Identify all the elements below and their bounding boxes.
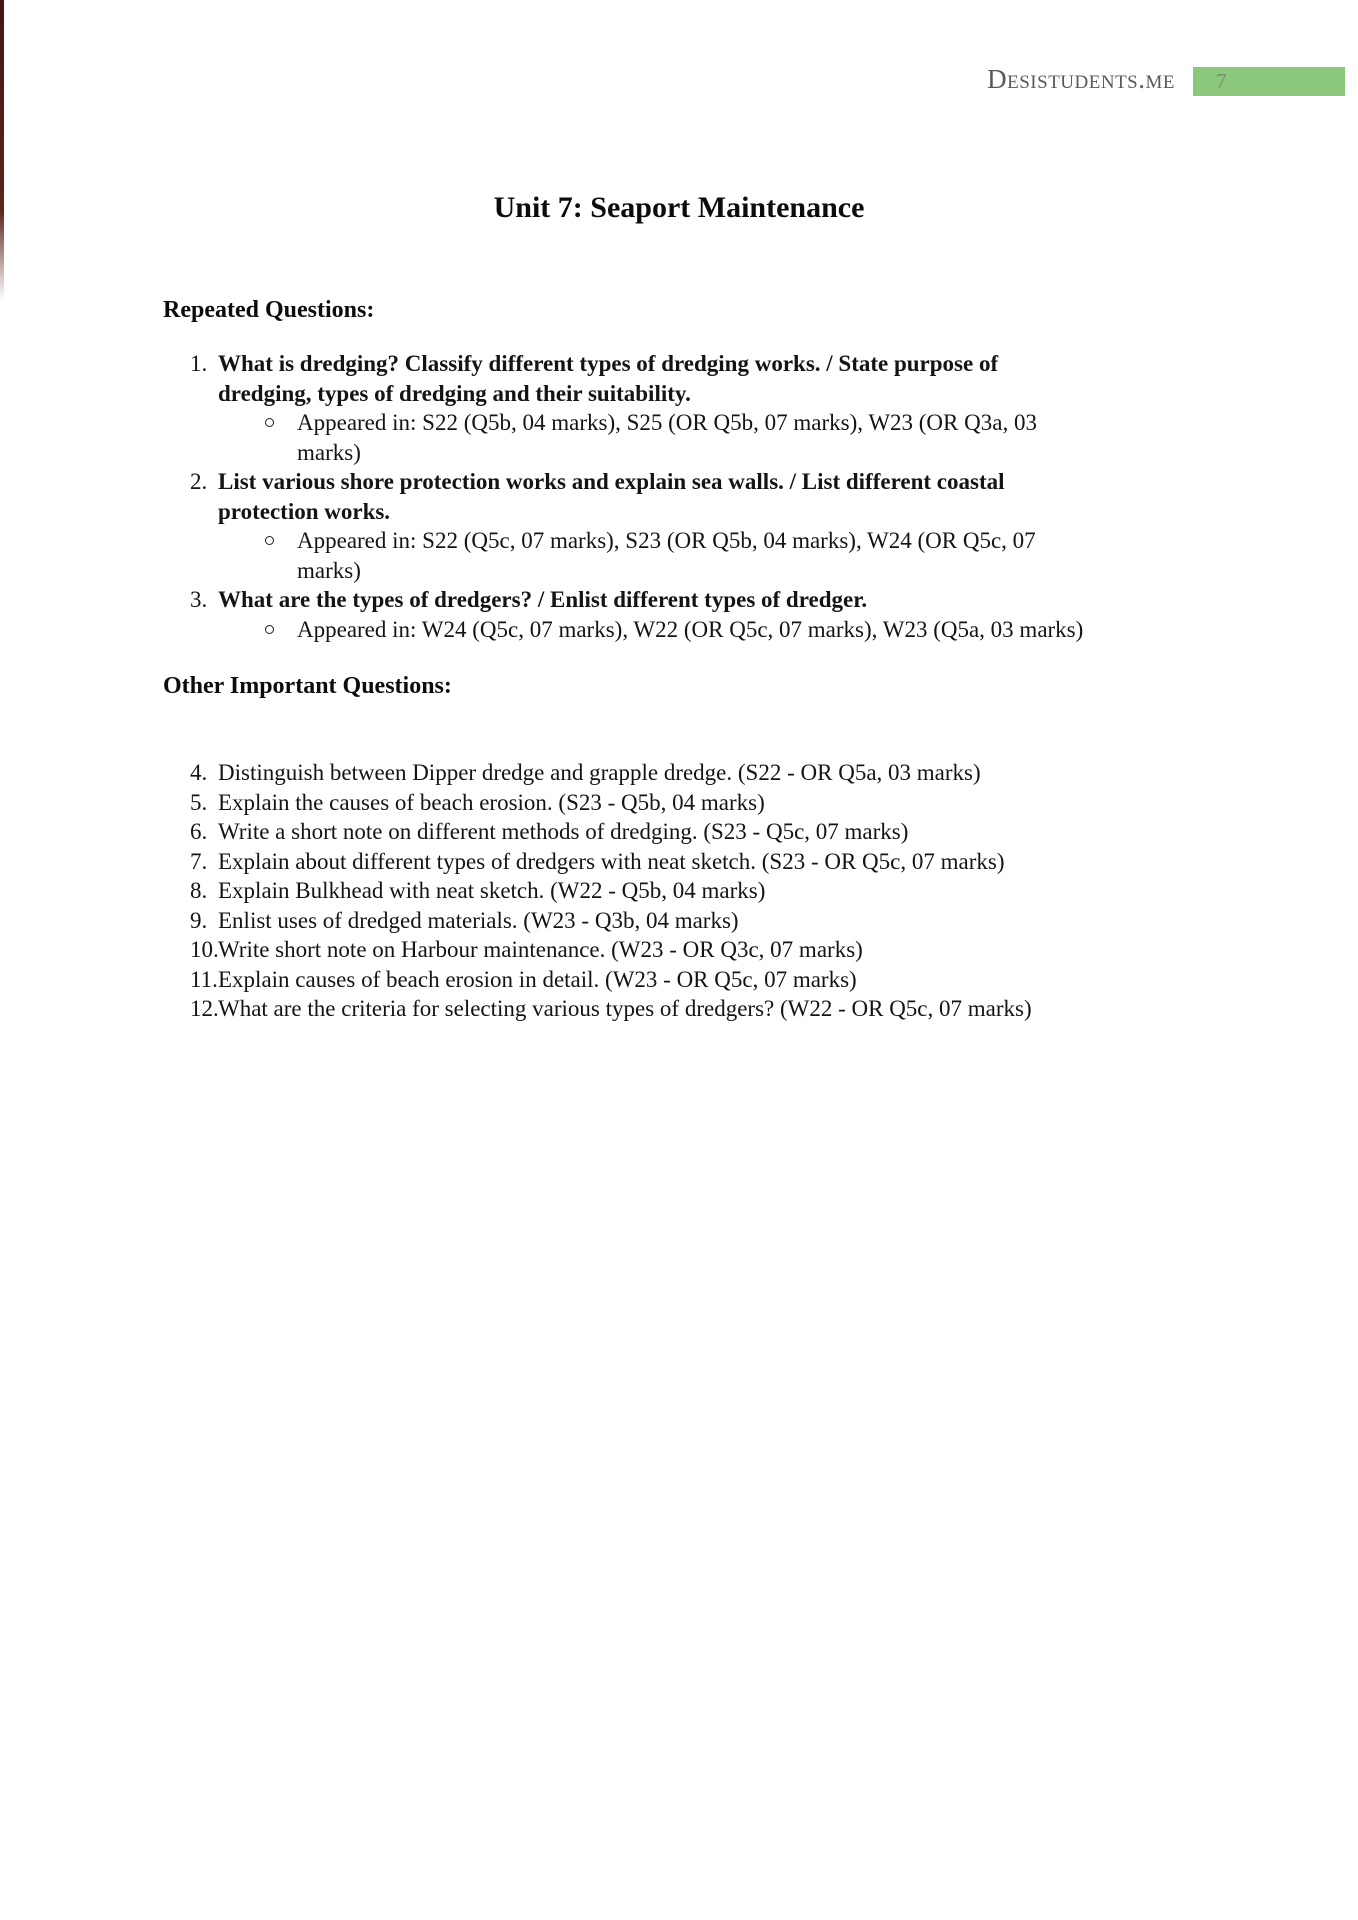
item-number: 6. bbox=[190, 819, 208, 844]
question-text-line: Explain about different types of dredgers with neat sketch. (S23 - OR Q5c, 07 marks) bbox=[218, 848, 1005, 874]
question-item bbox=[190, 467, 1358, 526]
question-item bbox=[190, 817, 1358, 847]
circle-bullet-icon bbox=[263, 615, 297, 645]
item-number: 12. bbox=[190, 996, 219, 1021]
page-title: Unit 7: Seaport Maintenance bbox=[493, 191, 865, 224]
item-number: 7. bbox=[190, 848, 208, 874]
appeared-line: Appeared in: S22 (Q5c, 07 marks), S23 (OR Q5b, 04 marks), W24 (OR Q5c, 07 bbox=[297, 528, 1036, 553]
appeared-in-note bbox=[263, 615, 1358, 645]
question-item bbox=[190, 965, 1358, 995]
repeated-questions-heading: Repeated Questions: bbox=[163, 297, 375, 323]
item-number: 3. bbox=[190, 587, 208, 612]
circle-bullet-icon bbox=[263, 408, 297, 467]
question-item bbox=[190, 788, 1358, 818]
question-text-line: Distinguish between Dipper dredge and grapple dredge. (S22 - OR Q5a, 03 marks) bbox=[218, 760, 981, 785]
other-questions-list bbox=[0, 758, 1358, 1024]
item-number: 1. bbox=[190, 351, 208, 376]
item-number: 9. bbox=[190, 907, 208, 933]
page-number-badge bbox=[1193, 67, 1345, 96]
appeared-in-note bbox=[263, 526, 1358, 585]
repeated-questions-list bbox=[0, 349, 1358, 644]
question-item bbox=[190, 876, 1358, 906]
question-text-line: Enlist uses of dredged materials. (W23 - Q3b, 04 marks) bbox=[218, 907, 739, 933]
appeared-line: marks) bbox=[297, 557, 361, 583]
appeared-line: Appeared in: W24 (Q5c, 07 marks), W22 (OR Q5c, 07 marks), W23 (Q5a, 03 marks) bbox=[297, 616, 1084, 642]
question-item bbox=[190, 935, 1358, 965]
question-text-line: dredging, types of dredging and their suitability. bbox=[218, 380, 691, 406]
question-text-line: What is dredging? Classify different types of dredging works. / State purpose of bbox=[218, 351, 999, 376]
item-number: 11. bbox=[190, 966, 218, 992]
item-number: 4. bbox=[190, 760, 208, 785]
question-text-line: Explain the causes of beach erosion. (S23 - Q5b, 04 marks) bbox=[218, 789, 765, 815]
item-number: 10. bbox=[190, 937, 219, 962]
page-number: 7 bbox=[1216, 69, 1227, 93]
question-text-line: What are the types of dredgers? / Enlist different types of dredger. bbox=[218, 587, 868, 612]
item-number: 2. bbox=[190, 469, 208, 494]
question-text-line: Write a short note on different methods of dredging. (S23 - Q5c, 07 marks) bbox=[218, 819, 909, 844]
question-text-line: protection works. bbox=[218, 498, 391, 524]
question-item bbox=[190, 994, 1358, 1024]
circle-bullet-icon bbox=[263, 526, 297, 585]
scan-edge-artifact bbox=[0, 0, 4, 300]
question-text-line: Write short note on Harbour maintenance. (W23 - OR Q3c, 07 marks) bbox=[218, 937, 863, 962]
question-text-line: Explain Bulkhead with neat sketch. (W22 - Q5b, 04 marks) bbox=[218, 878, 766, 903]
site-name: Desistudents.me bbox=[987, 64, 1175, 94]
item-number: 8. bbox=[190, 878, 208, 903]
question-text-line: List various shore protection works and explain sea walls. / List different coastal bbox=[218, 469, 1005, 494]
question-item bbox=[190, 906, 1358, 936]
question-text-line: What are the criteria for selecting various types of dredgers? (W22 - OR Q5c, 07 marks) bbox=[218, 996, 1032, 1021]
question-item bbox=[190, 585, 1358, 615]
question-item bbox=[190, 847, 1358, 877]
appeared-in-note bbox=[263, 408, 1358, 467]
question-text-line: Explain causes of beach erosion in detail. (W23 - OR Q5c, 07 marks) bbox=[218, 966, 857, 992]
item-number: 5. bbox=[190, 789, 208, 815]
appeared-line: Appeared in: S22 (Q5b, 04 marks), S25 (OR Q5b, 07 marks), W23 (OR Q3a, 03 bbox=[297, 410, 1037, 435]
question-item bbox=[190, 758, 1358, 788]
appeared-line: marks) bbox=[297, 439, 361, 465]
other-questions-heading: Other Important Questions: bbox=[163, 673, 452, 699]
question-item bbox=[190, 349, 1358, 408]
